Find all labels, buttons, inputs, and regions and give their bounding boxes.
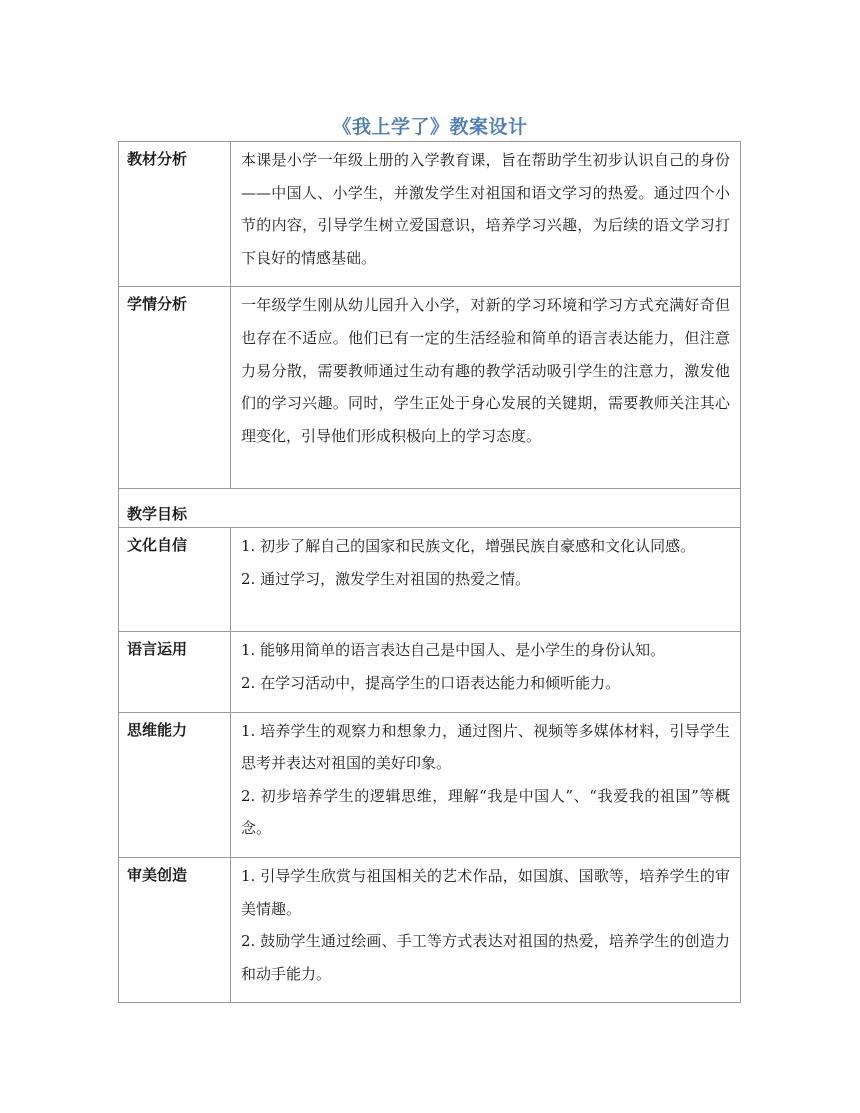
table-row-goal-aesthetics (119, 857, 741, 1002)
goal-item: 2. 初步培养学生的逻辑思维，理解“我是中国人”、“我爱我的祖国”等概念。 (241, 786, 730, 838)
row-label-aesthetics: 审美创造 (119, 857, 231, 1002)
table-row-student-analysis (119, 287, 741, 489)
table-row-goals-header (119, 489, 741, 528)
row-content-language (231, 632, 741, 712)
row-label-language: 语言运用 (119, 632, 231, 712)
goal-item: 2. 通过学习，激发学生对祖国的热爱之情。 (241, 569, 531, 588)
student-analysis-text: 一年级学生刚从幼儿园升入小学，对新的学习环境和学习方式充满好奇但也存在不适应。他们已有一定的生活经验和简单的语言表达能力，但注意力易分散，需要教师通过生动有趣的教学活动吸引学生的注意力，激发他们的学习兴趣。同时，学生正处于身心发展的关键期，需要教师关注其心理变化，引导他们形成积极向上的学习态度。 (241, 296, 730, 445)
goal-item: 1. 初步了解自己的国家和民族文化，增强民族自豪感和文化认同感。 (241, 537, 696, 556)
row-label-thinking: 思维能力 (119, 712, 231, 857)
row-content-culture (231, 528, 741, 632)
lesson-plan-table (118, 141, 741, 1003)
row-label-culture: 文化自信 (119, 528, 231, 632)
document-title: 《我上学了》教案设计 (332, 116, 528, 138)
goal-item: 1. 能够用简单的语言表达自己是中国人、是小学生的身份认知。 (241, 641, 666, 660)
goal-item: 1. 培养学生的观察力和想象力，通过图片、视频等多媒体材料，引导学生思考并表达对祖国的美好印象。 (241, 721, 730, 773)
goals-header: 教学目标 (119, 489, 741, 528)
goal-item: 2. 鼓励学生通过绘画、手工等方式表达对祖国的热爱，培养学生的创造力和动手能力。 (241, 932, 730, 983)
table-row-goal-thinking (119, 712, 741, 857)
table-row-goal-language (119, 632, 741, 712)
row-content-aesthetics (231, 857, 741, 1002)
goal-item: 2. 在学习活动中，提高学生的口语表达能力和倾听能力。 (241, 673, 621, 692)
table-row-textbook-analysis (119, 142, 741, 287)
textbook-analysis-text: 本课是小学一年级上册的入学教育课，旨在帮助学生初步认识自己的身份——中国人、小学生，并激发学生对祖国和语文学习的热爱。通过四个小节的内容，引导学生树立爱国意识，培养学习兴趣，为后续的语文学习打下良好的情感基础。 (241, 151, 730, 267)
table-row-goal-culture (119, 528, 741, 632)
row-content-thinking (231, 712, 741, 857)
row-label-textbook-analysis: 教材分析 (119, 142, 231, 287)
row-content-textbook-analysis (231, 142, 741, 287)
row-label-student-analysis: 学情分析 (119, 287, 231, 489)
goal-item: 1. 引导学生欣赏与祖国相关的艺术作品，如国旗、国歌等，培养学生的审美情趣。 (241, 866, 730, 918)
row-content-student-analysis (231, 287, 741, 489)
